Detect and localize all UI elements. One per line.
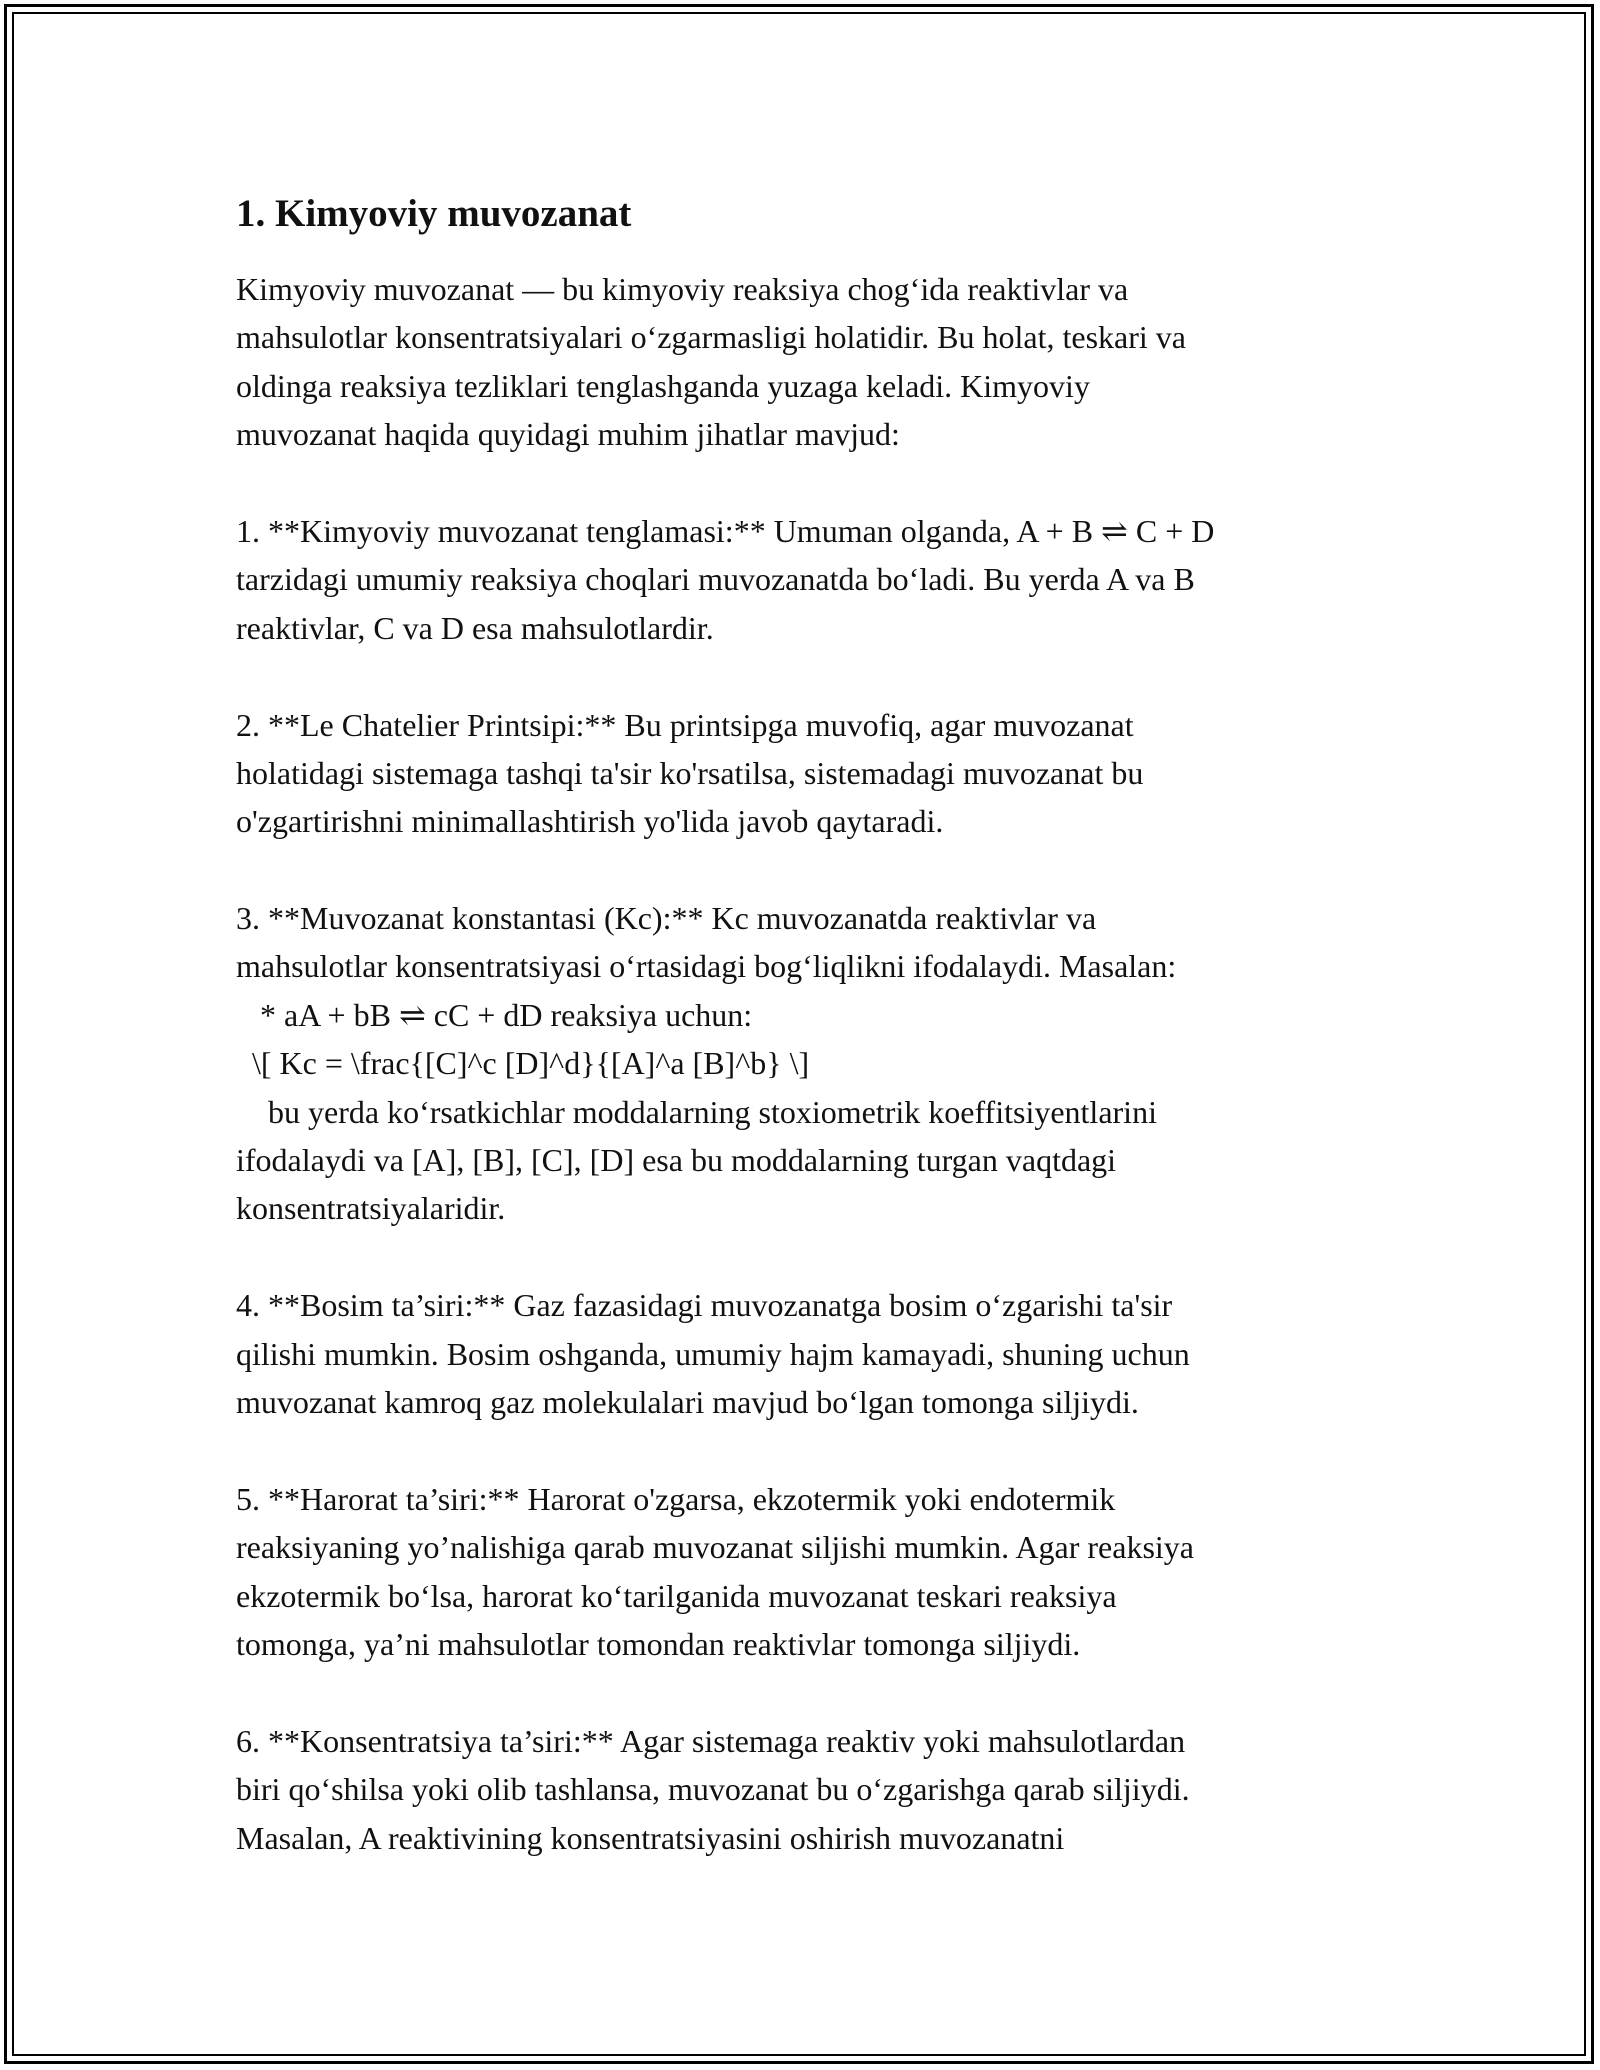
text-line: ekzotermik bo‘lsa, harorat ko‘tarilganida muvozanat teskari reaksiya bbox=[236, 1577, 1117, 1614]
text-line: oldinga reaksiya tezliklari tenglashganda yuzaga keladi. Kimyoviy bbox=[236, 367, 1090, 404]
text-line: tomonga, ya’ni mahsulotlar tomondan reaktivlar tomonga siljiydi. bbox=[236, 1625, 1081, 1662]
text-line: muvozanat haqida quyidagi muhim jihatlar mavjud: bbox=[236, 416, 900, 453]
paragraph-gap bbox=[236, 652, 1386, 700]
text-line: tarzidagi umumiy reaksiya choqlari muvozanatda bo‘ladi. Bu yerda A va B bbox=[236, 561, 1195, 598]
paragraph-gap bbox=[236, 459, 1386, 507]
document-body bbox=[236, 265, 1386, 1862]
paragraph-gap bbox=[236, 1426, 1386, 1474]
text-line: 1. **Kimyoviy muvozanat tenglamasi:** Umuman olganda, A + B ⇌ C + D bbox=[236, 512, 1215, 549]
paragraph bbox=[236, 894, 1386, 1233]
paragraph bbox=[236, 265, 1386, 459]
text-line: o'zgartirishni minimallashtirish yo'lida javob qaytaradi. bbox=[236, 803, 944, 840]
paragraph-gap bbox=[236, 846, 1386, 894]
paragraph-gap bbox=[236, 1668, 1386, 1716]
text-line: 4. **Bosim ta’siri:** Gaz fazasidagi muvozanatga bosim o‘zgarishi ta'sir bbox=[236, 1287, 1173, 1324]
text-line: biri qo‘shilsa yoki olib tashlansa, muvozanat bu o‘zgarishga qarab siljiydi. bbox=[236, 1771, 1190, 1808]
text-line: 6. **Konsentratsiya ta’siri:** Agar sistemaga reaktiv yoki mahsulotlardan bbox=[236, 1722, 1186, 1759]
section-title: 1. Kimyoviy muvozanat bbox=[236, 192, 632, 235]
text-line: Kimyoviy muvozanat — bu kimyoviy reaksiya chog‘ida reaktivlar va bbox=[236, 271, 1129, 307]
paragraph bbox=[236, 1475, 1386, 1669]
paragraph-gap bbox=[236, 1233, 1386, 1281]
text-line: reaksiyaning yo’nalishiga qarab muvozanat siljishi mumkin. Agar reaksiya bbox=[236, 1529, 1194, 1566]
text-line: 3. **Muvozanat konstantasi (Kc):** Kc muvozanatda reaktivlar va bbox=[236, 900, 1097, 937]
text-line: konsentratsiyalaridir. bbox=[236, 1190, 506, 1227]
paragraph bbox=[236, 1717, 1386, 1862]
text-line: muvozanat kamroq gaz molekulalari mavjud bo‘lgan tomonga siljiydi. bbox=[236, 1383, 1139, 1420]
document-page bbox=[236, 185, 1386, 1862]
text-line: 2. **Le Chatelier Printsipi:** Bu printsipga muvofiq, agar muvozanat bbox=[236, 706, 1134, 743]
paragraph bbox=[236, 507, 1386, 652]
paragraph bbox=[236, 701, 1386, 846]
text-line: * aA + bB ⇌ cC + dD reaksiya uchun: bbox=[236, 996, 753, 1033]
text-line: \[ Kc = \frac{[C]^c [D]^d}{[A]^a [B]^b} \] bbox=[236, 1045, 810, 1082]
text-line: Masalan, A reaktivining konsentratsiyasini oshirish muvozanatni bbox=[236, 1819, 1065, 1856]
text-line: reaktivlar, C va D esa mahsulotlardir. bbox=[236, 609, 714, 646]
text-line: mahsulotlar konsentratsiyalari o‘zgarmasligi holatidir. Bu holat, teskari va bbox=[236, 319, 1186, 356]
text-line: ifodalaydi va [A], [B], [C], [D] esa bu moddalarning turgan vaqtdagi bbox=[236, 1142, 1117, 1179]
text-line: holatidagi sistemaga tashqi ta'sir ko'rsatilsa, sistemadagi muvozanat bu bbox=[236, 754, 1144, 791]
text-line: bu yerda ko‘rsatkichlar moddalarning stoxiometrik koeffitsiyentlarini bbox=[236, 1093, 1157, 1130]
paragraph bbox=[236, 1281, 1386, 1426]
text-line: mahsulotlar konsentratsiyasi o‘rtasidagi bog‘liqlikni ifodalaydi. Masalan: bbox=[236, 948, 1177, 985]
text-line: 5. **Harorat ta’siri:** Harorat o'zgarsa, ekzotermik yoki endotermik bbox=[236, 1480, 1116, 1517]
text-line: qilishi mumkin. Bosim oshganda, umumiy hajm kamayadi, shuning uchun bbox=[236, 1335, 1190, 1372]
